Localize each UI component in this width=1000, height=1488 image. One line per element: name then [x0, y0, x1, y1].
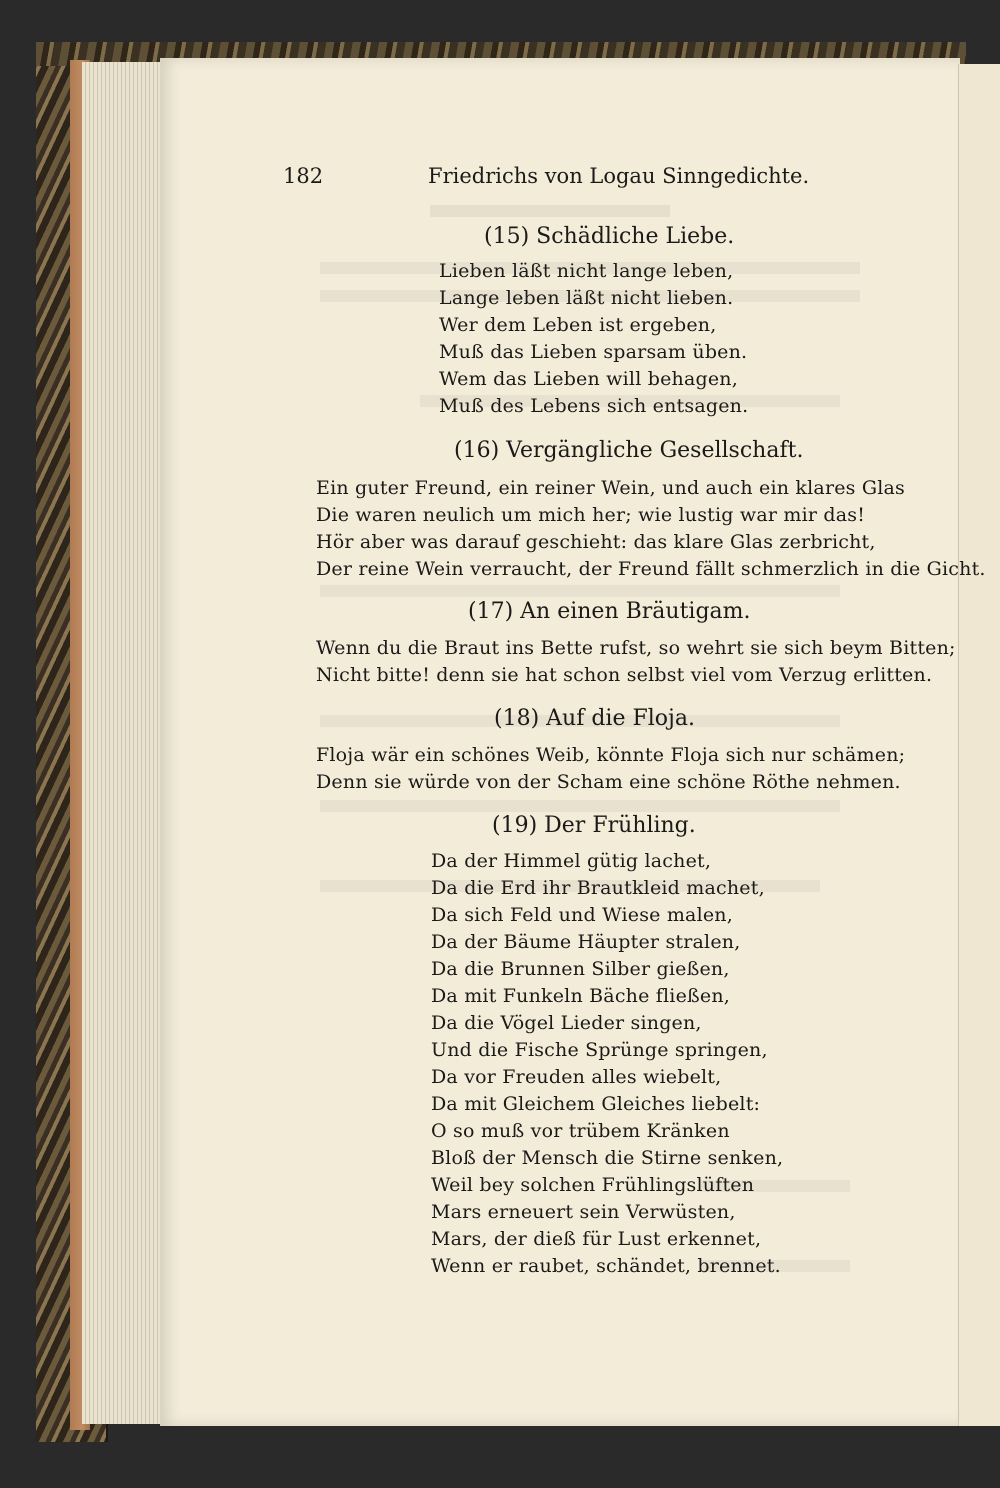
poem-line: Weil bey solchen Frühlingslüften	[431, 1174, 755, 1196]
running-head: Friedrichs von Logau Sinngedichte.	[428, 164, 810, 188]
poem-line: Muß das Lieben sparsam üben.	[439, 341, 748, 363]
poem-line: Da mit Gleichem Gleiches liebelt:	[431, 1093, 761, 1115]
poem-line: Die waren neulich um mich her; wie lustig war mir das!	[316, 504, 866, 526]
poem-heading: (15) Schädliche Liebe.	[484, 224, 735, 249]
poem-heading: (16) Vergängliche Gesellschaft.	[454, 438, 804, 463]
poem-line: Nicht bitte! denn sie hat schon selbst viel vom Verzug erlitten.	[316, 664, 933, 686]
poem-line: Denn sie würde von der Scham eine schöne Röthe nehmen.	[316, 771, 901, 793]
poem-line: Muß des Lebens sich entsagen.	[439, 395, 749, 417]
poem-line: Da mit Funkeln Bäche fließen,	[431, 985, 731, 1007]
poem-heading: (19) Der Frühling.	[492, 813, 696, 838]
poem-line: Da die Brunnen Silber gießen,	[431, 958, 730, 980]
poem-line: Ein guter Freund, ein reiner Wein, und auch ein klares Glas	[316, 477, 905, 499]
poem-line: Floja wär ein schönes Weib, könnte Floja sich nur schämen;	[316, 744, 906, 766]
poem-line: Wenn er raubet, schändet, brennet.	[431, 1255, 781, 1277]
poem-line: Bloß der Mensch die Stirne senken,	[431, 1147, 784, 1169]
poem-heading: (17) An einen Bräutigam.	[468, 599, 751, 624]
page-number: 182	[283, 164, 324, 188]
poem-line: Hör aber was darauf geschieht: das klare Glas zerbricht,	[316, 531, 876, 553]
poem-line: Lieben läßt nicht lange leben,	[439, 260, 734, 282]
poem-line: Da vor Freuden alles wiebelt,	[431, 1066, 722, 1088]
poem-heading: (18) Auf die Floja.	[494, 706, 695, 731]
poem-line: Und die Fische Sprünge springen,	[431, 1039, 768, 1061]
poem-line: Lange leben läßt nicht lieben.	[439, 287, 734, 309]
poem-line: Wer dem Leben ist ergeben,	[439, 314, 717, 336]
poem-line: Da die Erd ihr Brautkleid machet,	[431, 877, 765, 899]
poem-line: Da die Vögel Lieder singen,	[431, 1012, 702, 1034]
poem-line: Mars, der dieß für Lust erkennet,	[431, 1228, 762, 1250]
poem-line: O so muß vor trübem Kränken	[431, 1120, 730, 1142]
poem-line: Da der Bäume Häupter stralen,	[431, 931, 741, 953]
poem-line: Da der Himmel gütig lachet,	[431, 850, 712, 872]
poem-line: Mars erneuert sein Verwüsten,	[431, 1201, 736, 1223]
poem-line: Wenn du die Braut ins Bette rufst, so wehrt sie sich beym Bitten;	[316, 637, 956, 659]
poem-line: Da sich Feld und Wiese malen,	[431, 904, 733, 926]
poem-line: Der reine Wein verraucht, der Freund fällt schmerzlich in die Gicht.	[316, 558, 986, 580]
poem-line: Wem das Lieben will behagen,	[439, 368, 738, 390]
